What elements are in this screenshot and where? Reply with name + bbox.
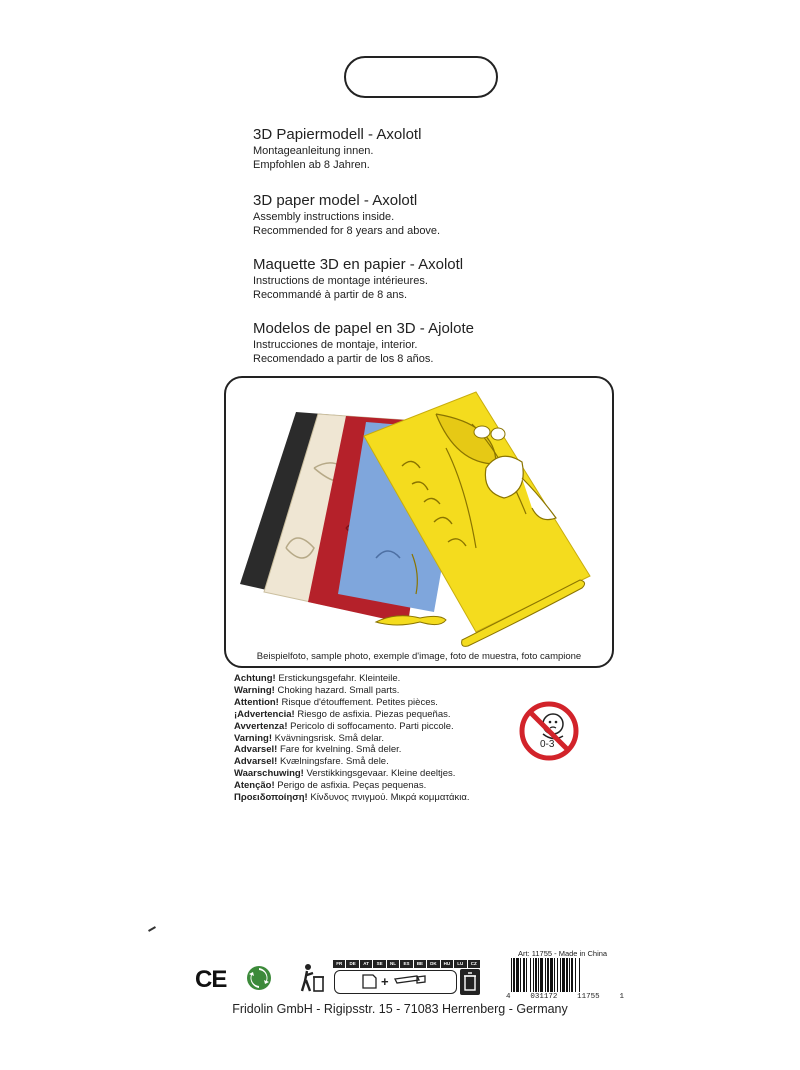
warning-label: Warning! (234, 684, 275, 696)
warning-line (234, 685, 534, 697)
svg-text:+: + (381, 974, 389, 989)
photo-caption: Beispielfoto, sample photo, exemple d'image, foto de muestra, foto campione (256, 651, 582, 662)
warning-line (234, 697, 534, 709)
warning-text: Risque d'étouffement. Petites pièces. (281, 696, 438, 708)
warning-label: Avvertenza! (234, 720, 288, 732)
warning-text: Perigo de asfixia. Peças pequenas. (277, 780, 427, 792)
lang-title: 3D paper model - Axolotl (253, 192, 418, 209)
warning-label: Achtung! (234, 673, 276, 684)
warning-line (234, 721, 534, 733)
country-code: DE (346, 960, 359, 968)
warning-text: Pericolo di soffocamento. Parti piccole. (290, 720, 454, 732)
warning-text: Choking hazard. Small parts. (277, 684, 400, 696)
warning-text: Erstickungsgefahr. Kleinteile. (278, 673, 401, 684)
country-code: NL (387, 960, 400, 968)
warning-line (234, 780, 534, 792)
country-codes (333, 960, 481, 968)
lang-block-fr (253, 256, 673, 302)
country-code: FR (333, 960, 346, 968)
barcode-bar (516, 958, 519, 992)
barcode-bar (540, 958, 543, 992)
barcode-digits (506, 993, 624, 1001)
barcode-bar (523, 958, 525, 992)
warning-line (234, 756, 534, 768)
stray-mark (148, 926, 156, 932)
warning-text: Kvælningsfare. Små dele. (279, 756, 389, 768)
paper-icon (363, 975, 376, 988)
barcode-bar (569, 958, 570, 992)
sorting-pictograms (335, 971, 455, 992)
warning-text: Κίνδυνος πνιγμού. Μικρά κομματάκια. (310, 792, 470, 804)
warning-line (234, 768, 534, 780)
barcode-bar (530, 958, 531, 992)
lang-title: Modelos de papel en 3D - Ajolote (253, 320, 474, 337)
lang-title: 3D Papiermodell - Axolotl (253, 126, 422, 143)
country-code: HU (441, 960, 454, 968)
green-dot-recycle-icon (246, 965, 272, 991)
country-code: LU (454, 960, 467, 968)
warning-text: Fare for kvelning. Små deler. (279, 744, 402, 756)
warning-text: Riesgo de asfixia. Piezas pequeñas. (297, 708, 451, 720)
lang-line: Montageanleitung innen. (253, 145, 374, 157)
barcode-bar (538, 958, 539, 992)
sample-photo-frame (224, 376, 614, 668)
barcode-digit-group: 4 (506, 993, 511, 1001)
barcode-bar (554, 958, 555, 992)
barcode-bar (550, 958, 553, 992)
lang-line: Recomendado a partir de los 8 años. (253, 353, 434, 365)
barcode-bar (571, 958, 573, 992)
lang-block-de (253, 126, 673, 172)
hang-tab (344, 56, 498, 98)
warning-label: Atenção! (234, 780, 275, 792)
barcode-bar (520, 958, 521, 992)
barcode-bar (547, 958, 549, 992)
age-badge-text: 0-3 (540, 739, 555, 750)
lang-line: Recommandé à partir de 8 ans. (253, 289, 408, 301)
barcode-bar (545, 958, 546, 992)
barcode-bar (579, 958, 580, 992)
barcode-bar (513, 958, 515, 992)
article-number: Art: 11755 - Made in China (518, 949, 608, 958)
barcode-bar (535, 958, 537, 992)
warning-line (234, 709, 534, 721)
warning-label: Advarsel! (234, 744, 278, 756)
lang-line: Recommended for 8 years and above. (253, 225, 441, 237)
country-code: BE (414, 960, 427, 968)
barcode-bar (557, 958, 558, 992)
country-code: AT (360, 960, 373, 968)
lang-line: Empfohlen ab 8 Jahren. (253, 159, 370, 171)
lang-block-es (253, 320, 673, 366)
recycle-bin-icon (460, 969, 480, 995)
ce-mark: CE (195, 966, 227, 993)
barcode-bar (526, 958, 527, 992)
warning-line (234, 744, 534, 756)
lang-block-en (253, 192, 673, 238)
lang-line: Instrucciones de montaje, interior. (253, 339, 418, 351)
lang-line: Assembly instructions inside. (253, 211, 395, 223)
barcode-digit-group: 031172 (530, 993, 558, 1001)
warning-text: Verstikkingsgevaar. Kleine deeltjes. (306, 768, 456, 780)
country-code: DK (427, 960, 440, 968)
barcode-bar (575, 958, 576, 992)
barcode-digit-group: 11755 (577, 993, 600, 1001)
warning-label: Advarsel! (234, 756, 278, 768)
country-code: ES (400, 960, 413, 968)
warning-line (234, 792, 534, 804)
warning-list (234, 673, 534, 804)
package-icon (395, 976, 425, 983)
tidyman-disposal-icon (297, 963, 325, 993)
sorting-instructions-box (334, 970, 457, 994)
warning-label: Attention! (234, 696, 279, 708)
lang-title: Maquette 3D en papier - Axolotl (253, 256, 464, 273)
barcode-bar (533, 958, 534, 992)
company-address: Fridolin GmbH - Rigipsstr. 15 - 71083 Herrenberg - Germany (232, 1002, 568, 1016)
sample-photo (226, 378, 612, 666)
warning-line (234, 733, 534, 745)
barcode-digit-group: 1 (619, 993, 624, 1001)
lang-line: Instructions de montage intérieures. (253, 275, 428, 287)
barcode-bar (560, 958, 561, 992)
warning-text: Kvävningsrisk. Små delar. (274, 732, 384, 744)
barcode-bar (566, 958, 568, 992)
warning-label: Waarschuwing! (234, 768, 304, 780)
warning-label: Προειδοποίηση! (234, 792, 308, 804)
country-code: CZ (468, 960, 481, 968)
warning-label: ¡Advertencia! (234, 708, 295, 720)
barcode-bar (511, 958, 512, 992)
choking-hazard-icon (518, 700, 580, 762)
barcode-bar (562, 958, 565, 992)
warning-line (234, 673, 534, 685)
country-code: SE (373, 960, 386, 968)
barcode (511, 958, 617, 992)
warning-label: Varning! (234, 732, 273, 744)
